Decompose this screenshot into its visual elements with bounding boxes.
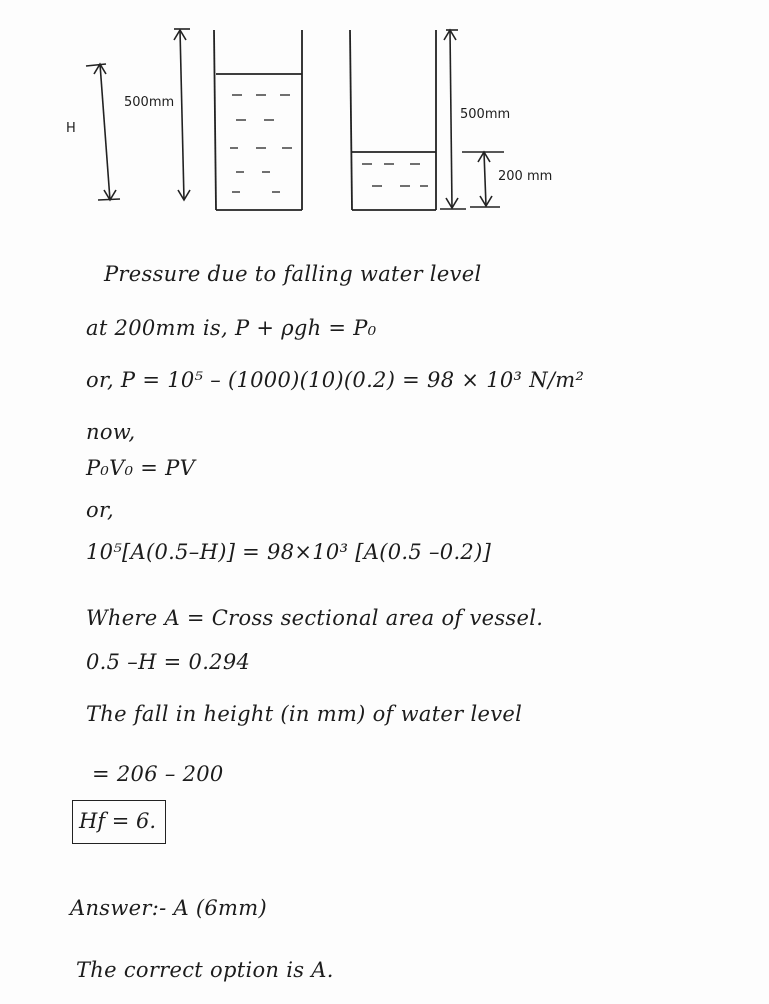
solution-line-fall-height: The fall in height (in mm) of water level (86, 702, 523, 726)
solution-line-pressure-equation: at 200mm is, P + ρgh = P₀ (86, 316, 377, 340)
left-vessel (214, 30, 302, 210)
solution-line-volume-equation: 10⁵[A(0.5–H)] = 98×10³ [A(0.5 –0.2)] (86, 540, 492, 564)
200mm-label: 200 mm (498, 169, 553, 184)
h-dimension-arrow (86, 64, 120, 200)
boxed-result: Hf = 6. (72, 800, 166, 844)
left-500mm-arrow (174, 29, 190, 200)
left-vessel-water-dashes (230, 95, 292, 192)
right-500mm-label: 500mm (460, 107, 511, 122)
vessel-diagram (0, 0, 769, 240)
solution-line-boyle-law: P₀V₀ = PV (86, 456, 196, 480)
right-vessel-water-dashes (362, 164, 428, 186)
solution-line-area-definition: Where A = Cross sectional area of vessel. (86, 606, 544, 630)
conclusion-line: The correct option is A. (76, 958, 334, 982)
right-vessel (350, 30, 436, 210)
solution-line-h-result: 0.5 –H = 0.294 (86, 650, 251, 674)
solution-line-pressure-value: or, P = 10⁵ – (1000)(10)(0.2) = 98 × 10³ N/m² (86, 368, 585, 392)
solution-line-pressure-heading: Pressure due to falling water level (104, 262, 482, 286)
solution-line-difference: = 206 – 200 (92, 762, 224, 786)
answer-line: Answer:- A (6mm) (70, 896, 267, 920)
solution-line-or: or, (86, 498, 114, 522)
h-label: H (66, 121, 76, 136)
solution-line-now: now, (86, 420, 136, 444)
left-500mm-label: 500mm (124, 95, 175, 110)
